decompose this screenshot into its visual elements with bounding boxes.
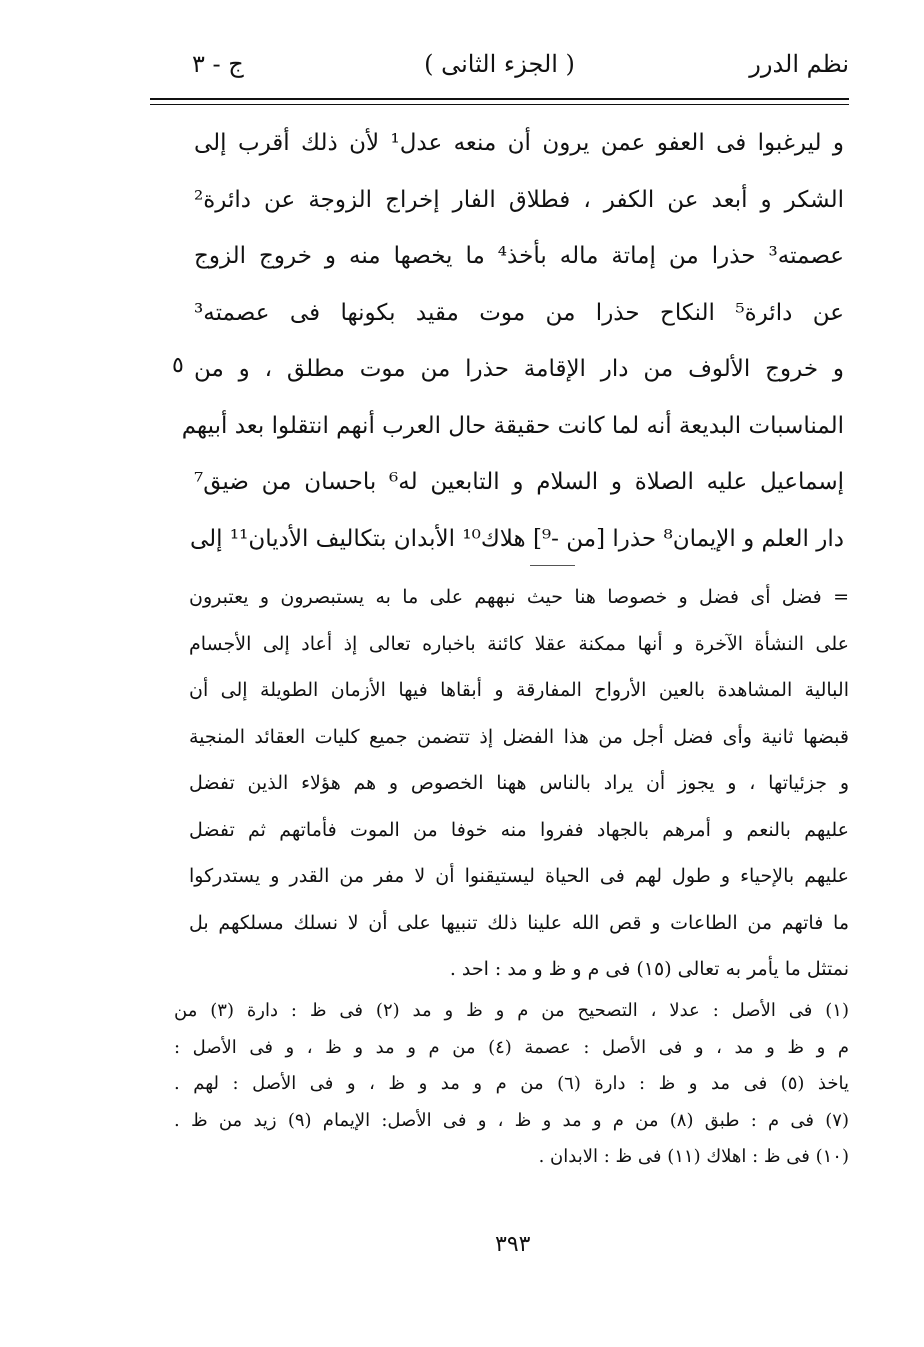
section-separator: [530, 565, 575, 566]
text-line: عن دائرة⁵ النكاح حذرا من موت مقيد بكونها فى عصمته³: [194, 299, 844, 326]
text-line: دار العلم و الإيمان⁸ حذرا [من -⁹] هلاك¹⁰ الأبدان بتكاليف الأديان¹¹ إلى: [189, 525, 844, 552]
text-line: إسماعيل عليه الصلاة و السلام و التابعين له⁶ باحسان من ضيق⁷: [194, 469, 844, 495]
commentary-line: على النشأة الآخرة و أنها ممكنة عقلا كائنة باخباره تعالى إذ أعاد إلى الأجسام: [189, 632, 849, 655]
volume-reference: ج - ٣: [192, 50, 244, 78]
text-line: و خروج الألوف من دار الإقامة حذرا من موت مطلق ، و من: [194, 356, 844, 382]
header-rule-thin: [150, 104, 849, 105]
commentary-block: [189, 574, 849, 993]
footnote-line: ياخذ (٥) فى مد و ظ : دارة (٦) من م و مد و ظ ، و فى الأصل : لهم .: [174, 1073, 849, 1094]
commentary-line: = فضل أى فضل و خصوصا هنا حيث نبههم على ما به يستبصرون و يعتبرون: [189, 586, 849, 608]
footnote-line: (١٠) فى ظ : اهلاك (١١) فى ظ : الابدان .: [538, 1146, 849, 1167]
footnote-line: م و ظ و مد ، و فى الأصل : عصمة (٤) من م و مد و ظ ، و فى الأصل :: [174, 1036, 849, 1058]
commentary-line: البالية المشاهدة بالعين الأرواح المفارقة و أبقاها فيها الأزمان الطويلة إلى أن: [189, 679, 849, 701]
page-header: [150, 50, 849, 90]
book-title: نظم الدرر: [749, 50, 849, 78]
header-rule-thick: [150, 98, 849, 100]
footnotes-block: [174, 993, 849, 1176]
text-line: و ليرغبوا فى العفو عمن يرون أن منعه عدل¹ لأن ذلك أقرب إلى: [194, 130, 844, 156]
part-title: ( الجزء الثانى ): [424, 50, 575, 78]
commentary-line: ما فاتهم من الطاعات و قص الله علينا ذلك تنبيها على أن لا نسلك مسلكهم بل: [189, 911, 849, 934]
footnote-line: (١) فى الأصل : عدلا ، التصحيح من م و ظ و مد (٢) فى ظ : دارة (٣) من: [174, 1000, 849, 1021]
commentary-line: و جزئياتها ، و يجوز أن يراد بالناس ههنا الخصوص و هم هؤلاء الذين تفضل: [189, 772, 849, 794]
commentary-line: عليهم بالنعم و أمرهم بالجهاد ففروا منه خوفا من الموت فأماتهم ثم تفضل: [189, 818, 849, 841]
text-line: المناسبات البديعة أنه لما كانت حقيقة حال العرب أنهم انتقلوا بعد أبيهم: [181, 412, 844, 439]
main-text: [181, 115, 844, 567]
footnote-line: (٧) فى م : طبق (٨) من م و مد و ظ ، و فى الأصل: الإيمام (٩) زيد من ظ .: [174, 1109, 849, 1131]
commentary-line: عليهم بالإحياء و طول لهم فى الحياة ليستيقنوا أن لا مفر من القدر و يستدركوا: [189, 865, 849, 887]
text-line: عصمته³ حذرا من إماتة ماله بأخذ⁴ ما يخصها منه و خروج الزوج: [194, 243, 844, 269]
text-line: الشكر و أبعد عن الكفر ، فطلاق الفار إخراج الزوجة عن دائرة²: [194, 186, 844, 213]
line-number-marker: ٥: [172, 353, 184, 378]
commentary-line: نمتثل ما يأمر به تعالى (١٥) فى م و ظ و مد : احد .: [449, 958, 849, 980]
commentary-line: قبضها ثانية وأى فضل أجل من هذا الفضل إذ تتضمن جميع كليات العقائد المنجية: [189, 725, 849, 748]
page-number: ٣٩٣: [495, 1232, 531, 1257]
